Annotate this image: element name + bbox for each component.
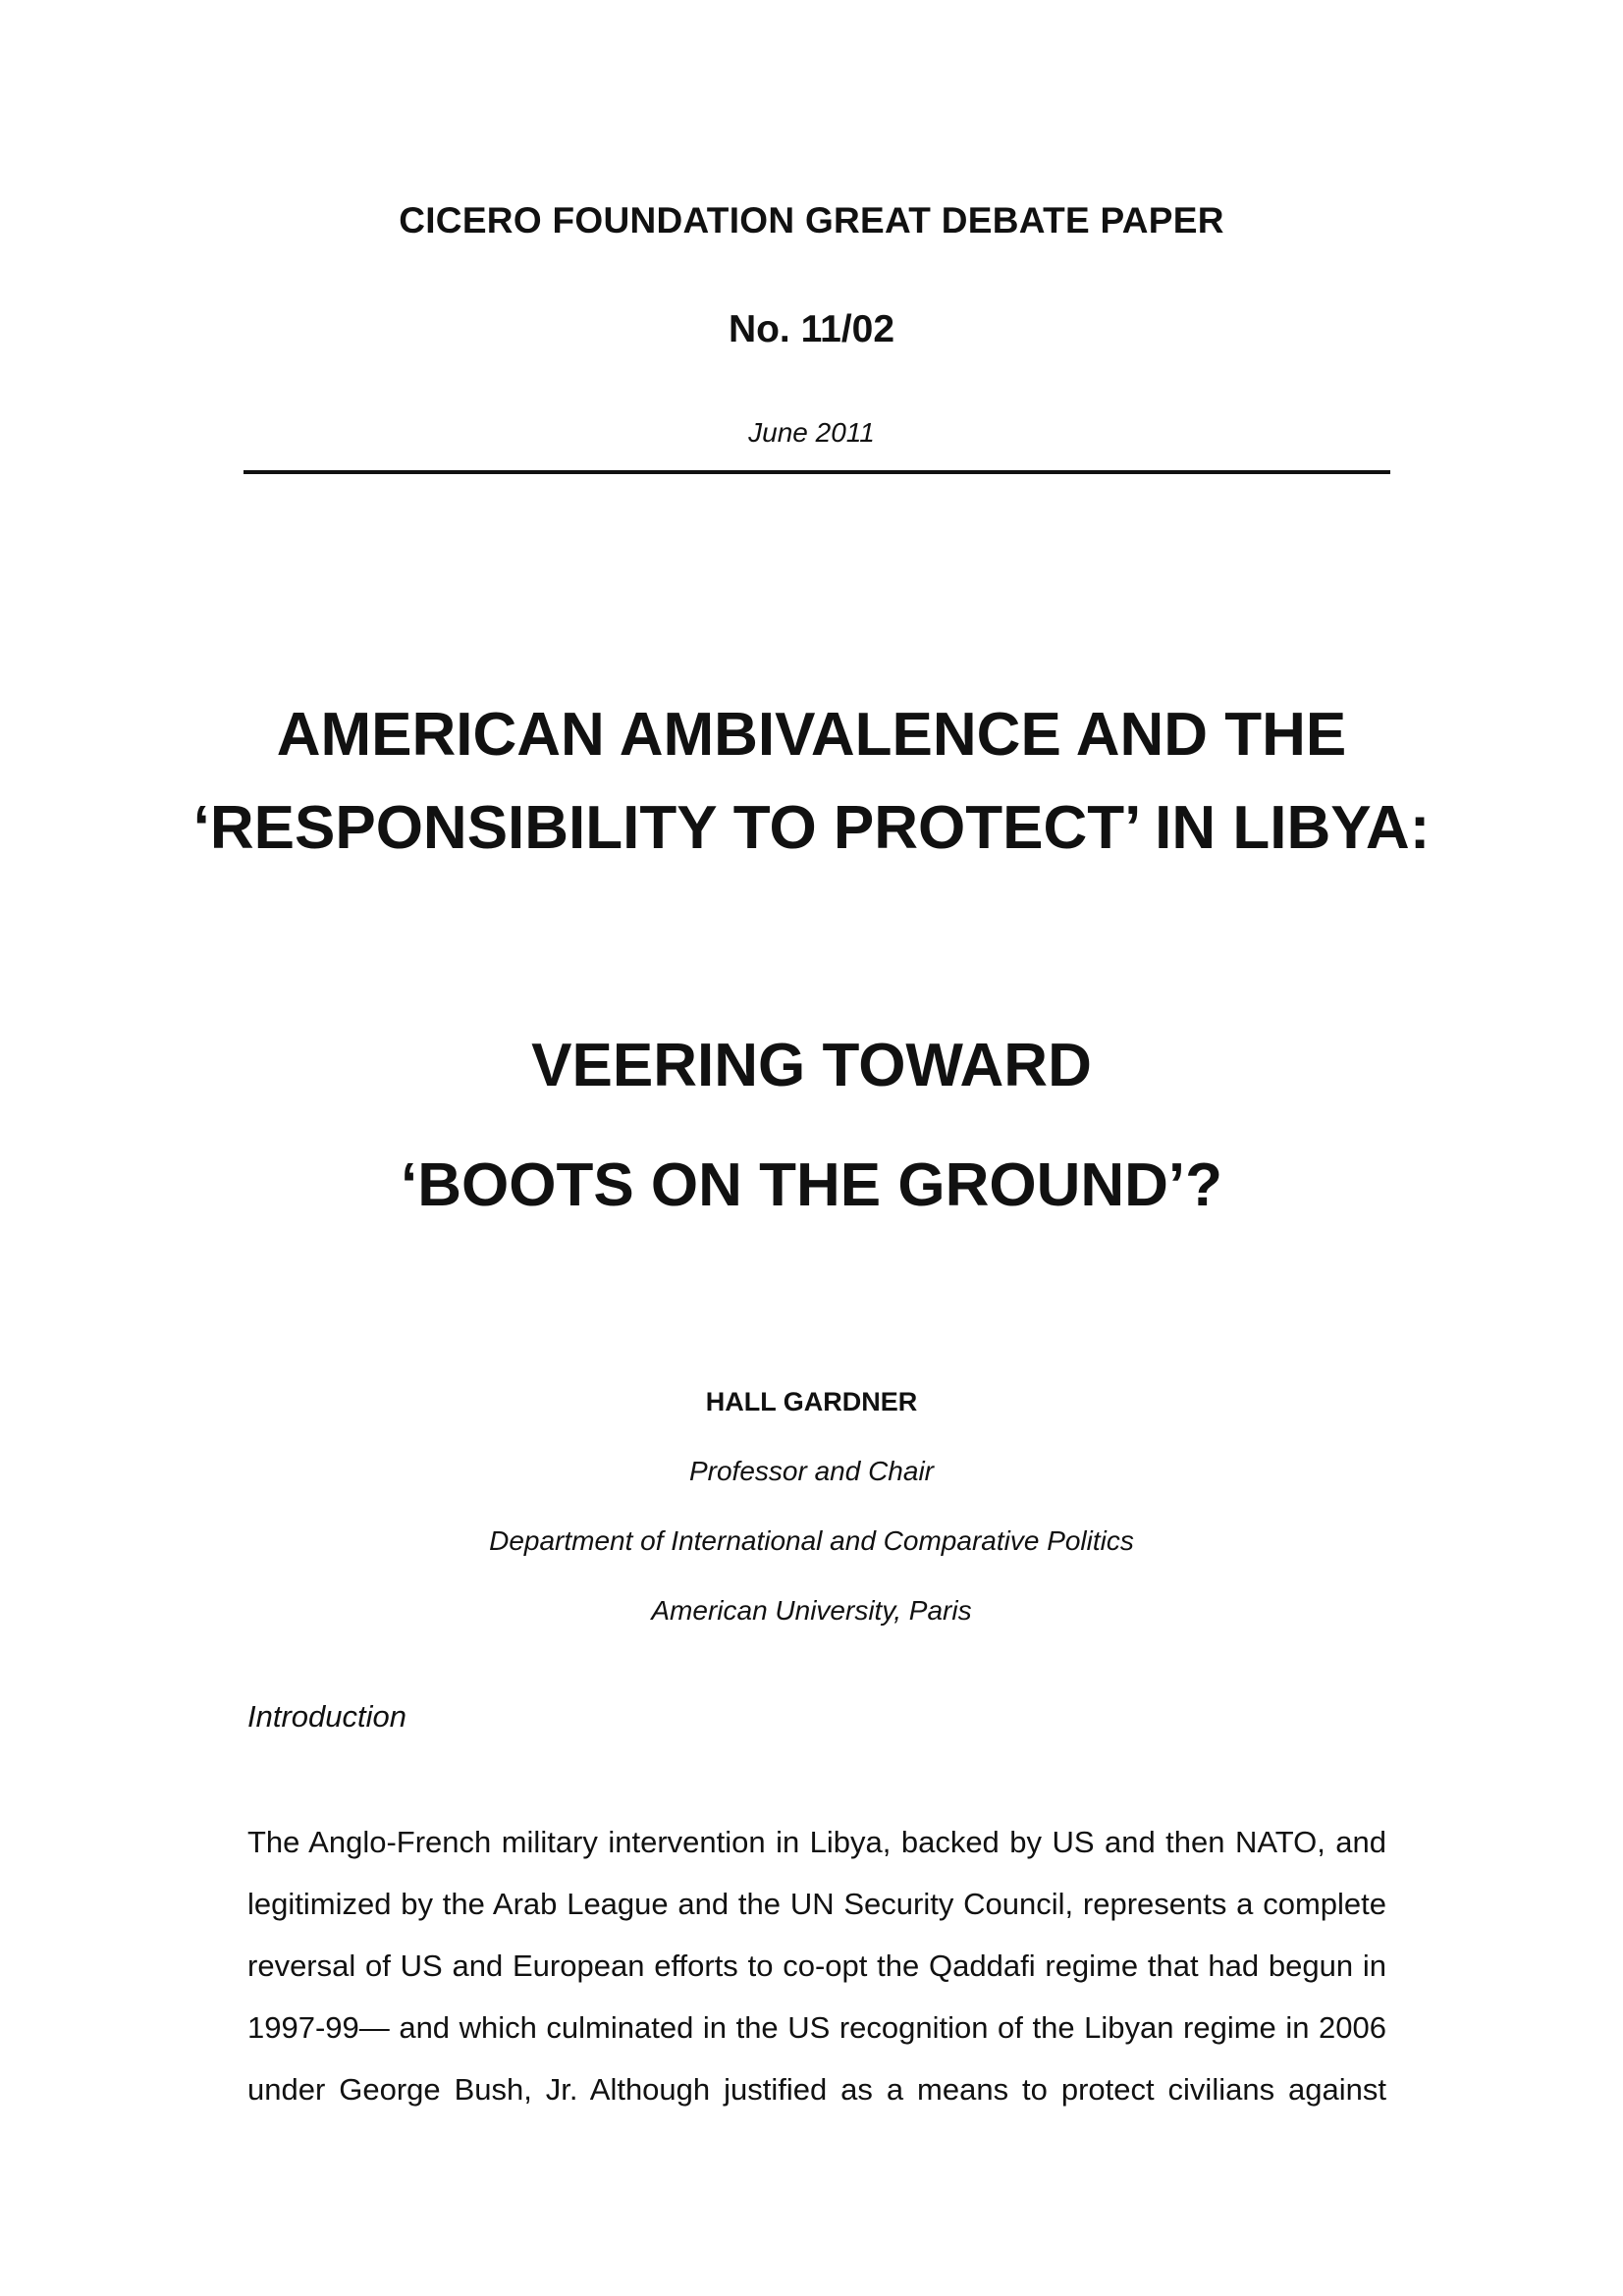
subtitle-line-1: VEERING TOWARD	[531, 1032, 1092, 1099]
paragraph-line: 1997-99— and which culminated in the US recognition of the Libyan regime in 2006	[247, 2010, 1386, 2045]
paragraph-line: legitimized by the Arab League and the UN Security Council, represents a complete	[247, 1887, 1386, 1921]
paragraph-line: under George Bush, Jr. Although justified as a means to protect civilians against	[247, 2072, 1386, 2107]
publication-date: June 2011	[748, 417, 875, 448]
paragraph-line: reversal of US and European efforts to co-opt the Qaddafi regime that had begun in	[247, 1949, 1386, 1983]
title-line-2: ‘RESPONSIBILITY TO PROTECT’ IN LIBYA:	[192, 794, 1431, 862]
paper-number: No. 11/02	[728, 308, 895, 350]
title-line-1: AMERICAN AMBIVALENCE AND THE	[276, 701, 1347, 769]
body-paragraph	[247, 1811, 1386, 2120]
series-title: CICERO FOUNDATION GREAT DEBATE PAPER	[399, 200, 1224, 240]
author-name: HALL GARDNER	[705, 1387, 918, 1416]
author-department: Department of International and Comparative Politics	[489, 1525, 1134, 1556]
header-divider	[243, 470, 1390, 474]
author-position: Professor and Chair	[688, 1456, 934, 1486]
author-institution: American University, Paris	[651, 1595, 972, 1626]
section-heading: Introduction	[247, 1699, 406, 1734]
subtitle-line-2: ‘BOOTS ON THE GROUND’?	[401, 1151, 1222, 1219]
paragraph-line: The Anglo-French military intervention in Libya, backed by US and then NATO, and	[247, 1825, 1386, 1859]
